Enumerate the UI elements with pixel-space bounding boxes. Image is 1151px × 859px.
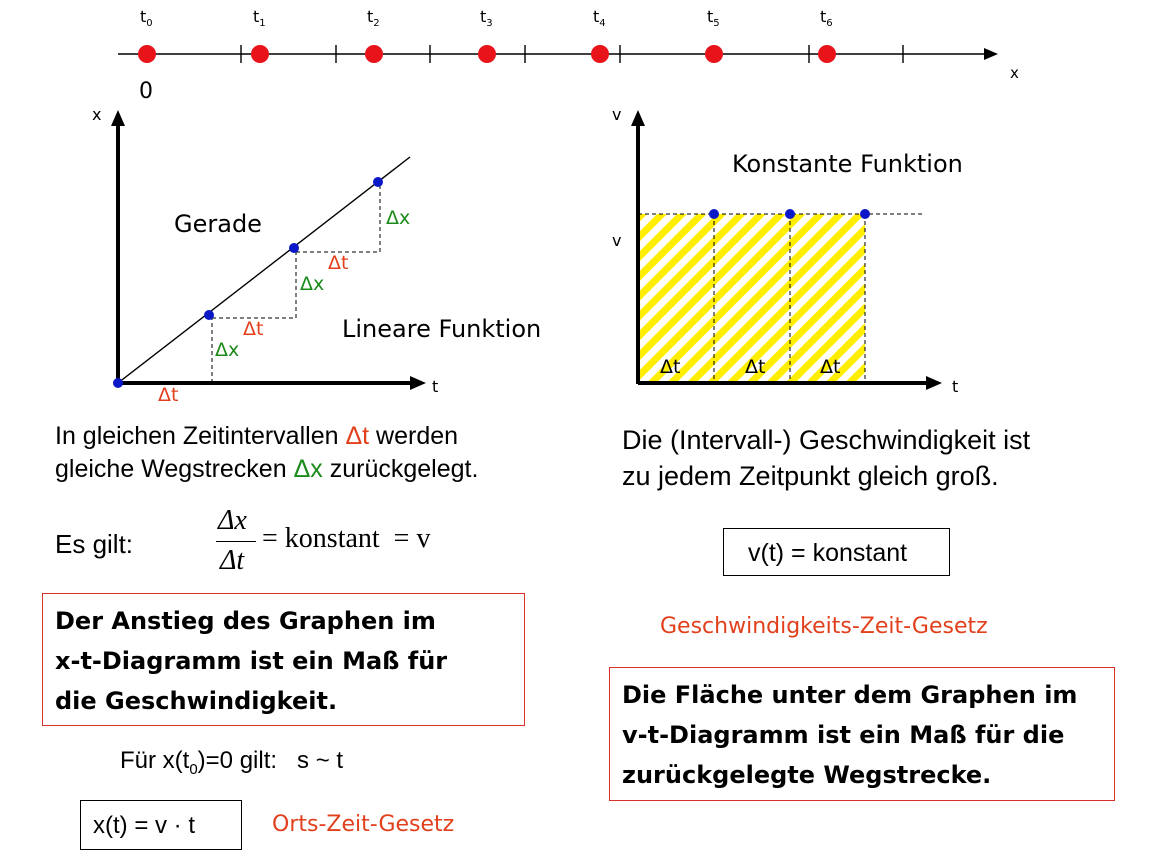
timeline-arrowhead [984, 48, 998, 60]
vt-point-3 [860, 209, 870, 219]
proportionality-statement: Für $x(t_0)=0$ gilt: s ~ t [120, 747, 344, 778]
xt-diagram [92, 105, 541, 406]
xt-delta-t-1: Δt [243, 318, 264, 340]
formula-denominator: Δt [220, 545, 245, 576]
xt-x-axis-label: t [432, 377, 439, 396]
diagram-canvas [0, 0, 1151, 420]
xt-delta-t-0: Δt [158, 384, 179, 406]
timeline-dot-t1 [251, 45, 269, 63]
right-description-line-1: Die (Intervall-) Geschwindigkeit ist [622, 425, 1031, 455]
vt-point-2 [785, 209, 795, 219]
left-box-line-2: x-t-Diagramm ist ein Maß für [55, 647, 448, 675]
timeline-dot-t5 [705, 45, 723, 63]
left-description-line-1: In gleichen Zeitintervallen Δt werden [55, 422, 459, 450]
xt-delta-x-2: Δx [300, 273, 325, 295]
timeline-label-t4: $t_4$ [593, 7, 606, 29]
formula-fraction-bar [216, 541, 256, 542]
timeline-label-t1: $t_1$ [253, 7, 266, 29]
timeline-labels [140, 7, 833, 29]
left-description-line-2: gleiche Wegstrecken Δx zurückgelegt. [55, 455, 479, 483]
velocity-time-law-formula: v(t) = konstant [723, 528, 950, 576]
timeline-dot-t4 [591, 45, 609, 63]
right-box-line-1: Die Fläche unter dem Graphen im [622, 681, 1078, 709]
xt-delta-x-1: Δx [215, 339, 240, 361]
vt-delta-t-3: Δt [820, 356, 841, 378]
xt-point-1 [204, 310, 214, 320]
timeline-origin-label: 0 [139, 79, 153, 104]
vt-v-tick-label: v [612, 231, 622, 250]
timeline-label-t0: $t_0$ [140, 7, 153, 29]
right-description [622, 422, 1030, 494]
delta-t-symbol: Δt [345, 422, 370, 450]
velocity-time-law-name: Geschwindigkeits-Zeit-Gesetz [660, 614, 988, 639]
vt-function-label: Konstante Funktion [732, 150, 963, 178]
timeline-label-t6: $t_6$ [820, 7, 833, 29]
xt-function-label: Lineare Funktion [342, 315, 542, 343]
xt-line-label: Gerade [174, 210, 262, 238]
timeline [118, 7, 1019, 104]
es-gilt-label: Es gilt: [55, 529, 134, 559]
vt-x-axis-label: t [952, 377, 959, 396]
timeline-axis-label: x [1010, 64, 1019, 82]
position-time-law-name: Orts-Zeit-Gesetz [272, 812, 455, 837]
xt-point-2 [289, 243, 299, 253]
xt-straight-line [118, 157, 410, 383]
xt-point-0 [113, 378, 123, 388]
delta-x-symbol: Δx [293, 455, 323, 483]
xt-point-3 [373, 177, 383, 187]
vt-diagram [612, 105, 963, 396]
xt-y-arrowhead [111, 110, 125, 126]
xt-delta-x-3: Δx [386, 207, 411, 229]
formula-rest: = konstant = v [262, 523, 431, 554]
left-key-statement-box [42, 593, 525, 726]
position-time-law-formula: x(t) = v · t [80, 800, 242, 850]
timeline-dot-t2 [365, 45, 383, 63]
timeline-label-t2: $t_2$ [367, 7, 380, 29]
slope-formula [216, 505, 456, 577]
timeline-label-t3: $t_3$ [480, 7, 493, 29]
timeline-label-t5: $t_5$ [707, 7, 720, 29]
formula-numerator: Δx [218, 505, 247, 536]
right-box-line-2: v-t-Diagramm ist ein Maß für die [622, 721, 1065, 749]
vt-delta-t-1: Δt [660, 356, 681, 378]
right-key-statement-box [609, 667, 1115, 801]
vt-x-arrowhead [926, 376, 942, 390]
vt-delta-t-2: Δt [745, 356, 766, 378]
vt-y-arrowhead [631, 110, 645, 126]
vt-point-1 [709, 209, 719, 219]
left-box-line-1: Der Anstieg des Graphen im [55, 607, 436, 635]
xt-delta-t-2: Δt [328, 252, 349, 274]
timeline-dot-t6 [818, 45, 836, 63]
right-box-line-3: zurückgelegte Wegstrecke. [622, 761, 992, 789]
timeline-dot-t0 [138, 45, 156, 63]
timeline-dot-t3 [478, 45, 496, 63]
left-box-line-3: die Geschwindigkeit. [55, 687, 338, 715]
vt-y-axis-label: v [612, 105, 622, 124]
right-description-line-2: zu jedem Zeitpunkt gleich groß. [622, 461, 999, 491]
xt-y-axis-label: x [92, 105, 102, 124]
xt-x-arrowhead [410, 376, 426, 390]
left-description [55, 420, 478, 486]
